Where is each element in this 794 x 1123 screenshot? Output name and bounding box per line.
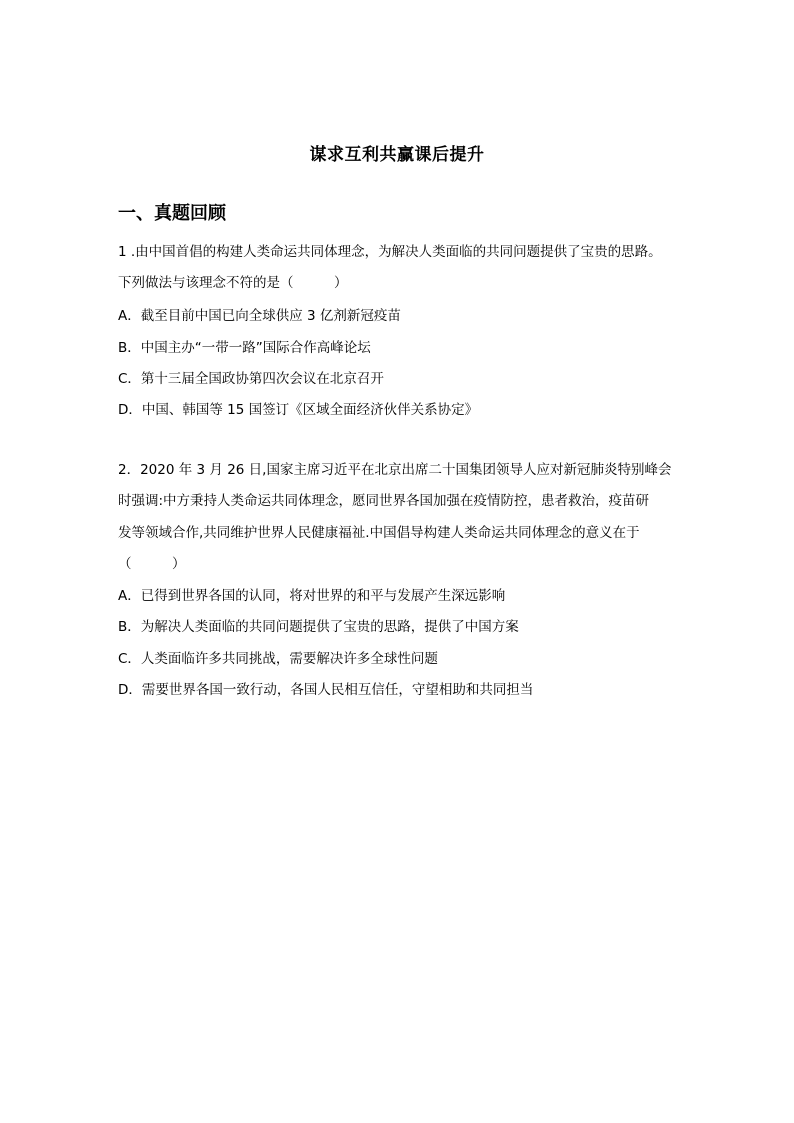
question-2-stem-line-4: （ ）: [118, 556, 186, 572]
question-2-option-a: A．已得到世界各国的认同，将对世界的和平与发展产生深远影响: [118, 588, 506, 604]
question-2-option-d: D．需要世界各国一致行动，各国人民相互信任，守望相助和共同担当: [118, 682, 534, 698]
question-1-stem-line-2: 下列做法与该理念不符的是（ ）: [118, 275, 348, 291]
question-1-option-d: D．中国、韩国等 15 国签订《区域全面经济伙伴关系协定》: [118, 402, 479, 418]
question-2-stem-line-3: 发等领域合作,共同维护世界人民健康福祉.中国倡导构建人类命运共同体理念的意义在于: [118, 525, 640, 541]
question-1-stem-line-1: 1 .由中国首倡的构建人类命运共同体理念，为解决人类面临的共同问题提供了宝贵的思路。: [118, 244, 662, 260]
section-heading: 一、真题回顾: [118, 203, 226, 224]
question-1-option-b: B．中国主办“一带一路”国际合作高峰论坛: [118, 340, 371, 356]
question-2-stem-line-2: 时强调:中方秉持人类命运共同体理念，愿同世界各国加强在疫情防控，患者救治，疫苗研: [118, 493, 650, 509]
question-1-option-a: A．截至目前中国已向全球供应 3 亿剂新冠疫苗: [118, 308, 401, 324]
question-2-stem-line-1: 2．2020 年 3 月 26 日,国家主席习近平在北京出席二十国集团领导人应对新冠肺炎特别峰会: [118, 462, 672, 478]
page-title: 谋求互利共赢课后提升: [309, 145, 485, 165]
question-1-option-c: C．第十三届全国政协第四次会议在北京召开: [118, 371, 384, 387]
question-2-option-c: C．人类面临许多共同挑战，需要解决许多全球性问题: [118, 651, 438, 667]
question-2-option-b: B．为解决人类面临的共同问题提供了宝贵的思路，提供了中国方案: [118, 619, 519, 635]
